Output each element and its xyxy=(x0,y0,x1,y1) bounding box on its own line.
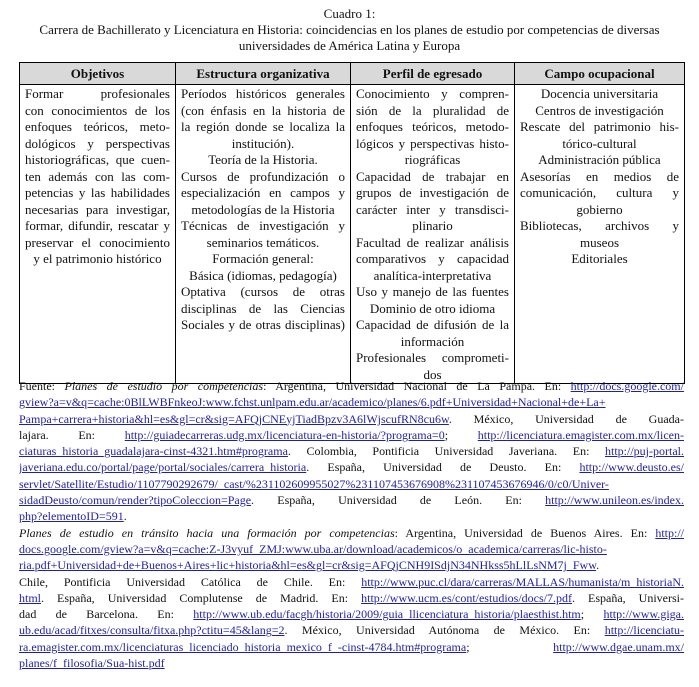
source-line xyxy=(19,606,684,622)
cell-line: historiográficas, que cuen- xyxy=(25,152,170,167)
cell-line: necesarias para investigar, xyxy=(25,201,170,217)
cell-line: Optativa (cursos de otras xyxy=(181,284,345,299)
source-line xyxy=(19,508,684,524)
table-caption xyxy=(0,6,699,54)
source-text: . México, Universidad Autónoma de México. En: xyxy=(284,623,605,638)
cell-campo-ocupacional xyxy=(515,85,685,384)
source-line xyxy=(19,492,684,508)
source-link[interactable]: Pampa+carrera+historia&hl=es&gl=cr&sig=AFQjCNEyjTiadBpzv3A6lWjscufRN8cu6w xyxy=(19,411,449,426)
source-text: . España, Universidad de Deusto. En: xyxy=(306,460,580,475)
header-perfil-de-egresado: Perfil de egresado xyxy=(351,63,515,85)
source-line xyxy=(19,443,684,459)
header-objetivos: Objetivos xyxy=(20,63,176,85)
cell-line: dológicos y perspectivas xyxy=(25,135,170,151)
caption-title-line-2: universidades de América Latina y Europa xyxy=(238,38,461,53)
caption-title-line-1: Carrera de Bachillerato y Licenciatura en Historia: coincidencias en los planes de estudio por competencias de diversas xyxy=(39,22,660,37)
source-title: Planes de estudio por competencias xyxy=(64,379,264,393)
source-line xyxy=(19,574,684,590)
source-link[interactable]: ciaturas_historia_guadalajara-cinst-4321.htm#programa xyxy=(19,444,288,459)
source-line xyxy=(19,655,684,671)
source-link[interactable]: html xyxy=(19,590,42,605)
cell-line: Capacidad de difusión de la xyxy=(356,317,509,332)
header-campo-ocupacional: Campo ocupacional xyxy=(515,63,685,85)
cell-line: seminarios temáticos. xyxy=(206,234,320,250)
cell-line: preservar el conocimiento xyxy=(25,234,170,250)
cell-line: enfoques teóricos, metodo- xyxy=(356,119,509,134)
source-link[interactable]: http://licenciatu- xyxy=(604,623,684,638)
source-text: Chile, Pontificia Universidad Católica de Chile. En: xyxy=(19,574,362,589)
cell-line: Bibliotecas, archivos y xyxy=(520,218,679,233)
source-link[interactable]: php?elementoID=591 xyxy=(19,509,124,524)
source-line xyxy=(19,476,684,492)
source-line xyxy=(19,459,684,475)
source-line xyxy=(19,427,684,443)
source-link[interactable]: ria.pdf+Universidad+de+Buenos+Aires+lic+historia&hl=es&gl=cr&sig=AFQjCNH9ISdjN34NHkss5hLlLsNM7j_Fww xyxy=(19,558,597,573)
source-line xyxy=(19,378,684,394)
cell-line: Teoría de la Historia. xyxy=(208,152,318,167)
cell-line: tórico-cultural xyxy=(562,135,637,151)
source-text: . España, Universi- xyxy=(571,590,684,605)
source-link[interactable]: sidadDeusto/comun/render?tipoColeccion=Page xyxy=(19,493,252,508)
cell-line: Uso y manejo de las fuentes xyxy=(356,284,509,299)
cell-line: gobierno xyxy=(576,201,623,217)
source-link[interactable]: ub.edu/acad/fitxes/consulta/fitxa.php?ctitu=45&lang=2 xyxy=(19,623,285,638)
cell-line: comunicación, cultura y xyxy=(520,185,679,200)
source-link[interactable]: http://puj-portal. xyxy=(605,444,684,459)
source-line xyxy=(19,590,684,606)
cell-line: museos xyxy=(580,234,619,250)
cell-line: Sociales y de otras disciplinas) xyxy=(181,317,345,332)
source-link[interactable]: http://docs.google.com/ xyxy=(570,379,684,393)
cell-line: Editoriales xyxy=(571,251,628,266)
source-text: lajara. En: xyxy=(19,427,125,442)
source-text: : Argentina, Universidad Nacional de La Pampa. En: xyxy=(263,379,571,393)
source-link[interactable]: http://www.unileon.es/index. xyxy=(545,493,684,508)
caption-label: Cuadro 1: xyxy=(323,6,376,21)
cell-line: Facultad de realizar análisis xyxy=(356,234,509,250)
source-link[interactable]: http:// xyxy=(655,525,684,540)
cell-line: plinario xyxy=(412,218,453,233)
cell-line: lógicos y perspectivas histo- xyxy=(356,135,509,151)
cell-line: Formar profesionales xyxy=(25,86,170,101)
cell-line: Conocimiento y compren- xyxy=(356,86,509,101)
cell-line: (con énfasis en la historia de xyxy=(181,102,345,118)
source-text: . xyxy=(596,558,600,573)
source-text: ; xyxy=(466,639,554,654)
cell-estructura-organizativa xyxy=(176,85,351,384)
source-line xyxy=(19,557,684,573)
table-row xyxy=(20,85,685,384)
cell-line: enfoques teóricos, meto- xyxy=(25,119,170,134)
cell-line: comparativos y capacidad xyxy=(356,251,509,266)
cell-line: y el patrimonio histórico xyxy=(33,251,162,266)
cell-line: ten además con las com- xyxy=(25,168,170,184)
source-text: . México, Universidad de Guada- xyxy=(448,411,684,426)
cell-line: Técnicas de investigación y xyxy=(181,218,345,233)
cell-line: formar, difundir, rescatar y xyxy=(25,218,170,233)
source-link[interactable]: servlet/Satellite/Estudio/1107790292679/_cast/%231102609955027%231107453676908%231107453676946/0/c0/Univer- xyxy=(19,476,609,491)
cell-line: Rescate del patrimonio his- xyxy=(520,119,679,134)
cell-line: riográficas xyxy=(404,152,461,167)
cell-line: Períodos históricos generales xyxy=(181,86,345,101)
cell-line: Profesionales comprometi- xyxy=(356,350,509,365)
cell-perfil-de-egresado xyxy=(351,85,515,384)
source-link[interactable]: docs.google.com/gview?a=v&q=cache:Z-J3vyuf_ZMJ:www.uba.ar/download/academicos/o_academica/carreras/lic-histo- xyxy=(19,541,607,556)
source-text: . Colombia, Pontificia Universidad Javeriana. En: xyxy=(287,444,605,459)
source-link[interactable]: http://www.ub.edu/facgh/historia/2009/guia_llicenciatura_historia/plaesthist.htm xyxy=(193,607,581,622)
source-title: Planes de estudio en tránsito hacia una formación por competencias xyxy=(19,525,395,540)
cell-line: la región donde se localiza la xyxy=(181,119,345,134)
cell-line: grupos de investigación de xyxy=(356,185,509,200)
source-line xyxy=(19,411,684,427)
sources-footnote xyxy=(19,378,684,671)
cell-line: Cursos de profundización o xyxy=(181,168,345,184)
source-text: . España, Universidad de León. En: xyxy=(251,493,546,508)
source-link[interactable]: http://www.puc.cl/dara/carreras/MALLAS/humanista/m_historiaN. xyxy=(361,574,684,589)
source-text: dad de Barcelona. En: xyxy=(19,607,194,622)
cell-line: Asesorías en medios de xyxy=(520,168,679,184)
cell-line: con conocimientos de los xyxy=(25,102,170,118)
cell-line: petencias y las habilidades xyxy=(25,185,170,200)
cell-line: Dominio de otro idioma xyxy=(369,300,496,316)
cell-line: metodologías de la Historia xyxy=(191,201,335,217)
cell-line: carácter inter y transdisci- xyxy=(356,201,509,217)
source-text: Fuente: xyxy=(19,379,65,393)
source-link[interactable]: gview?a=v&q=cache:0BlLWBFnkeoJ:www.fchst.unlpam.edu.ar/academico/planes/6.pdf+Universidad+Nacional+de+La+ xyxy=(19,395,606,410)
source-link[interactable]: http://www.dgae.unam.mx/ xyxy=(553,639,684,654)
source-link[interactable]: http://www.deusto.es/ xyxy=(579,460,684,475)
source-text: ; xyxy=(580,607,604,622)
source-link[interactable]: http://guiadecarreras.udg.mx/licenciatura-en-historia/?programa=0 xyxy=(124,427,445,442)
source-link[interactable]: javeriana.edu.co/portal/page/portal/sociales/carrera_historia xyxy=(19,460,307,475)
cell-line: Capacidad de trabajar en xyxy=(356,168,509,184)
cell-line: institución). xyxy=(231,135,295,151)
source-line xyxy=(19,541,684,557)
cell-line: analítica-interpretativa xyxy=(373,267,492,283)
source-link[interactable]: http://www.ucm.es/cont/estudios/docs/7.pdf xyxy=(361,590,572,605)
cell-line: Formación general: xyxy=(212,251,314,266)
source-line xyxy=(19,639,684,655)
cell-line: Centros de investigación xyxy=(535,102,664,118)
source-text: . España, Universidad Complutense de Madrid. En: xyxy=(41,590,362,605)
source-text: ; xyxy=(444,427,478,442)
source-link[interactable]: http://www.giga. xyxy=(603,607,684,622)
cell-line: dos xyxy=(423,366,442,382)
cell-line: información xyxy=(400,333,465,349)
source-line xyxy=(19,394,684,410)
source-text: . xyxy=(123,509,127,524)
source-line xyxy=(19,525,684,541)
source-line xyxy=(19,622,684,638)
header-row xyxy=(20,63,685,85)
cell-objetivos xyxy=(20,85,176,384)
source-link[interactable]: ra.emagister.com.mx/licenciaturas_licenciado_historia_mexico_f_-cinst-4784.htm#programa xyxy=(19,639,467,654)
cell-line: Administración pública xyxy=(538,152,661,167)
cell-line: especialización en campos y xyxy=(181,185,345,200)
source-link[interactable]: http://licenciatura.emagister.com.mx/licen- xyxy=(477,427,684,442)
cell-line: disciplinas de las Ciencias xyxy=(181,300,345,316)
source-link[interactable]: planes/f_filosofia/Sua-hist.pdf xyxy=(19,656,165,671)
cell-line: Docencia universitaria xyxy=(540,86,659,101)
cell-line: sión de la pluralidad de xyxy=(356,102,509,118)
source-text: : Argentina, Universidad de Buenos Aires. En: xyxy=(394,525,656,540)
cell-line: Básica (idiomas, pedagogía) xyxy=(189,267,337,283)
comparison-table xyxy=(19,62,685,384)
header-estructura-organizativa: Estructura organizativa xyxy=(176,63,351,85)
